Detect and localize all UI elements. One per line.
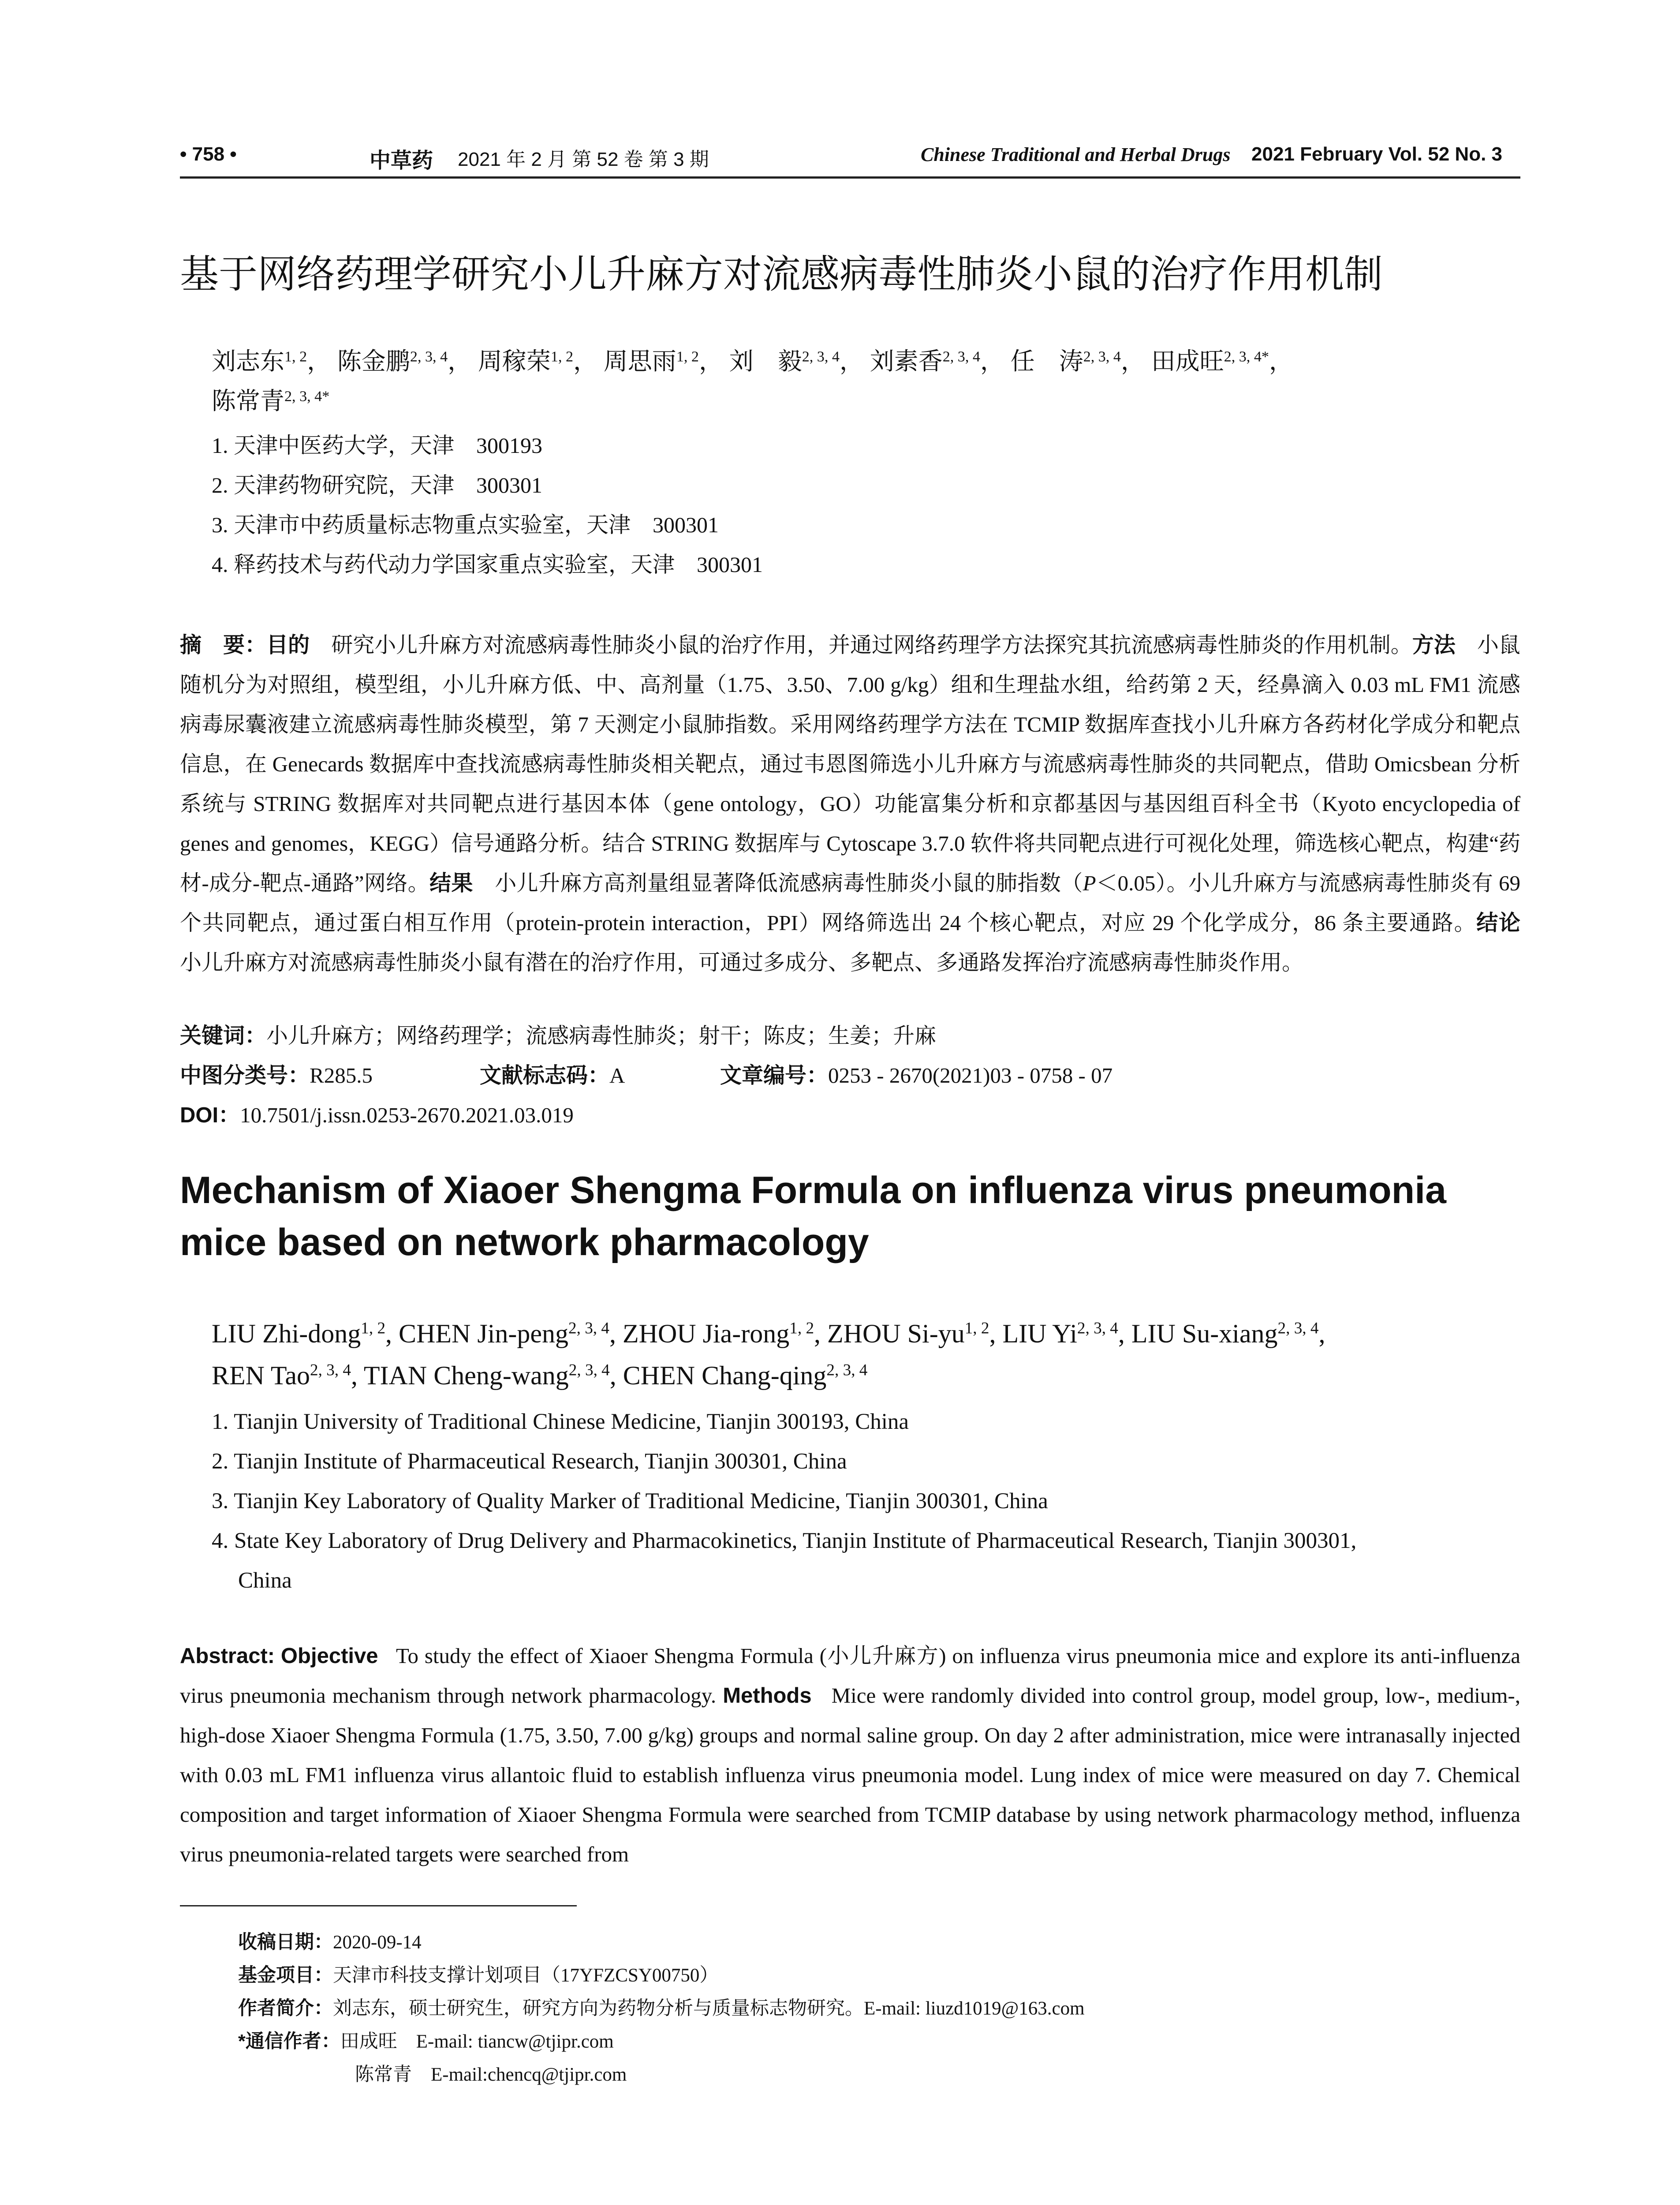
- issue-cn: 2021 年 2 月 第 52 卷 第 3 期: [458, 149, 709, 170]
- page-number: • 758 •: [180, 143, 237, 165]
- authors-zh-line1: [212, 342, 1293, 377]
- footnote-corresponding-2: 陈常青 E-mail:chencq@tjipr.com: [355, 2064, 627, 2085]
- author-zh: 周稼荣$^{1, 2}$，: [478, 348, 598, 375]
- author-zh: 周思雨$^{1, 2}$，: [603, 348, 723, 375]
- author-en: LIU Su-xiang$^{2, 3, 4}$,: [1131, 1319, 1325, 1348]
- author-en: ZHOU Jia-rong$^{1, 2}$,: [622, 1319, 828, 1348]
- author-zh: 任 涛$^{2, 3, 4}$，: [1010, 348, 1145, 375]
- author-en: LIU Zhi-dong$^{1, 2}$,: [212, 1319, 399, 1348]
- issue-en: 2021 February Vol. 52 No. 3: [1251, 143, 1502, 165]
- abstract-zh: [180, 625, 1520, 983]
- affiliation-zh-3: 3. 天津市中药质量标志物重点实验室，天津 300301: [212, 512, 719, 537]
- results-text-zh-b: ＜0.05）。小儿升麻方与流感病毒性肺炎有 69 个共同靶点，通过蛋白相互作用（protein-protein interaction，PPI）网络筛选出 24 个核心靶点，对应 29 个化学成分，86 条主要通路。: [180, 871, 1520, 935]
- journal-name-cn: 中草药: [370, 148, 433, 173]
- keywords-label: 关键词：: [180, 1024, 267, 1048]
- author-zh: 刘 毅$^{2, 3, 4}$，: [729, 348, 864, 375]
- objective-text-en: To study the effect of Xiaoer Shengma Formula (小儿升麻方) on influenza virus pneumonia mice and explore its anti-influenza virus pneumonia mechanism through network pharmacology.: [180, 1644, 1521, 1708]
- article-number-value: 0253 - 2670(2021)03 - 0758 - 07: [828, 1063, 1113, 1088]
- author-en: REN Tao$^{2, 3, 4}$,: [212, 1361, 364, 1390]
- authors-zh-line2: [212, 381, 329, 416]
- author-en: TIAN Cheng-wang$^{2, 3, 4}$,: [363, 1361, 623, 1390]
- p-value-symbol: P: [1083, 871, 1096, 895]
- affiliation-zh-1: 1. 天津中医药大学，天津 300193: [212, 433, 542, 458]
- keywords-zh: [180, 1019, 936, 1050]
- objective-text-zh: 研究小儿升麻方对流感病毒性肺炎小鼠的治疗作用，并通过网络药理学方法探究其抗流感病毒性肺炎的作用机制。: [331, 633, 1412, 657]
- author-en: LIU Yi$^{2, 3, 4}$,: [1002, 1319, 1131, 1348]
- affiliation-en-4-cont: China: [238, 1568, 292, 1593]
- author-zh: 陈金鹏$^{2, 3, 4}$，: [337, 348, 472, 375]
- doi-line: [180, 1098, 574, 1129]
- affiliation-en-3: 3. Tianjin Key Laboratory of Quality Marker of Traditional Medicine, Tianjin 300301, China: [212, 1489, 1048, 1514]
- footnote-rule: [180, 1905, 577, 1906]
- clc-label: 中图分类号：: [180, 1064, 310, 1088]
- abstract-en: [180, 1636, 1520, 1874]
- conclusion-label-zh: 结论: [1476, 911, 1520, 935]
- author-zh: 刘志东$^{1, 2}$，: [212, 348, 332, 375]
- authors-en-line1: [212, 1319, 1325, 1349]
- objective-label-en: Objective: [280, 1644, 378, 1668]
- methods-label-zh: 方法: [1412, 633, 1456, 657]
- doc-code-value: A: [609, 1063, 625, 1088]
- affiliation-zh-2: 2. 天津药物研究院，天津 300301: [212, 473, 542, 497]
- classification-line: [180, 1058, 1113, 1089]
- affiliation-en-2: 2. Tianjin Institute of Pharmaceutical Research, Tianjin 300301, China: [212, 1449, 847, 1474]
- doc-code-label: 文献标志码：: [480, 1064, 610, 1088]
- footnote-received: 收稿日期：2020-09-14: [238, 1932, 422, 1953]
- footnote-author-bio: 作者简介：刘志东，硕士研究生，研究方向为药物分析与质量标志物研究。E-mail: liuzd1019@163.com: [238, 1998, 1085, 2019]
- author-zh: 陈常青$^{2, 3, 4*}$: [212, 388, 330, 415]
- doi-label: DOI：: [180, 1103, 240, 1127]
- running-header: [180, 143, 1520, 174]
- title-en: Mechanism of Xiaoer Shengma Formula on influenza virus pneumonia mice based on network pharmacology: [180, 1169, 1446, 1263]
- results-label-zh: 结果: [429, 871, 473, 895]
- clc-value: R285.5: [310, 1063, 373, 1088]
- abstract-zh-label: 摘 要：: [180, 633, 267, 657]
- abstract-en-label: Abstract:: [180, 1644, 275, 1668]
- methods-label-en: Methods: [723, 1684, 812, 1708]
- affiliation-en-1: 1. Tianjin University of Traditional Chinese Medicine, Tianjin 300193, China: [212, 1409, 909, 1434]
- title-zh: 基于网络药理学研究小儿升麻方对流感病毒性肺炎小鼠的治疗作用机制: [180, 251, 1383, 297]
- conclusion-text-zh: 小儿升麻方对流感病毒性肺炎小鼠有潜在的治疗作用，可通过多成分、多靶点、多通路发挥治疗流感病毒性肺炎作用。: [180, 950, 1304, 975]
- header-rule: [180, 176, 1520, 179]
- objective-label-zh: 目的: [266, 633, 310, 657]
- affiliation-en-4: 4. State Key Laboratory of Drug Delivery and Pharmacokinetics, Tianjin Institute of Pharmaceutical Research, Tianjin 300301,: [212, 1529, 1357, 1553]
- results-text-zh-a: 小儿升麻方高剂量组显著降低流感病毒性肺炎小鼠的肺指数（: [495, 871, 1083, 895]
- author-en: CHEN Chang-qing$^{2, 3, 4}$: [623, 1361, 868, 1390]
- methods-text-zh: 小鼠随机分为对照组，模型组，小儿升麻方低、中、高剂量（1.75、3.50、7.00 g/kg）组和生理盐水组，给药第 2 天，经鼻滴入 0.03 mL FM1 流感病毒尿囊液建立流感病毒性肺炎模型，第 7 天测定小鼠肺指数。采用网络药理学方法在 TCMIP 数据库查找小儿升麻方各药材化学成分和靶点信息，在 Genecards 数据库中查找流感病毒性肺炎相关靶点，通过韦恩图筛选小儿升麻方与流感病毒性肺炎的共同靶点，借助 Omicsbean 分析系统与 STRING 数据库对共同靶点进行基因本体（gene ontology，GO）功能富集分析和京都基因与基因组百科全书（Kyoto encyclopedia of genes and genomes，KEGG）信号通路分析。结合 STRING 数据库与 Cytoscape 3.7.0 软件将共同靶点进行可视化处理，筛选核心靶点，构建“药材-成分-靶点-通路”网络。: [180, 633, 1520, 895]
- author-zh: 刘素香$^{2, 3, 4}$，: [870, 348, 1004, 375]
- keywords-text: 小儿升麻方；网络药理学；流感病毒性肺炎；射干；陈皮；生姜；升麻: [266, 1024, 937, 1048]
- article-number-label: 文章编号：: [720, 1064, 829, 1088]
- journal-name-en: Chinese Traditional and Herbal Drugs: [921, 144, 1231, 165]
- doi-value: 10.7501/j.issn.0253-2670.2021.03.019: [240, 1103, 574, 1127]
- footnote-corresponding: *通信作者：田成旺 E-mail: tiancw@tjipr.com: [238, 2031, 614, 2052]
- author-zh: 田成旺$^{2, 3, 4*}$，: [1151, 348, 1293, 375]
- authors-en-line2: [212, 1360, 867, 1391]
- footnote-fund: 基金项目：天津市科技支撑计划项目（17YFZCSY00750）: [238, 1965, 719, 1986]
- author-en: CHEN Jin-peng$^{2, 3, 4}$,: [399, 1319, 623, 1348]
- author-en: ZHOU Si-yu$^{1, 2}$,: [827, 1319, 1003, 1348]
- affiliation-zh-4: 4. 释药技术与药代动力学国家重点实验室，天津 300301: [212, 552, 763, 577]
- methods-text-en: Mice were randomly divided into control group, model group, low-, medium-, high-dose Xiaoer Shengma Formula (1.75, 3.50, 7.00 g/kg) groups and normal saline group. On day 2 after administration, mice were intranasally injected with 0.03 mL FM1 influenza virus allantoic fluid to establish influenza virus pneumonia model. Lung index of mice were measured on day 7. Chemical composition and target information of Xiaoer Shengma Formula were searched from TCMIP database by using network pharmacology method, influenza virus pneumonia-related targets were searched from: [180, 1683, 1520, 1866]
